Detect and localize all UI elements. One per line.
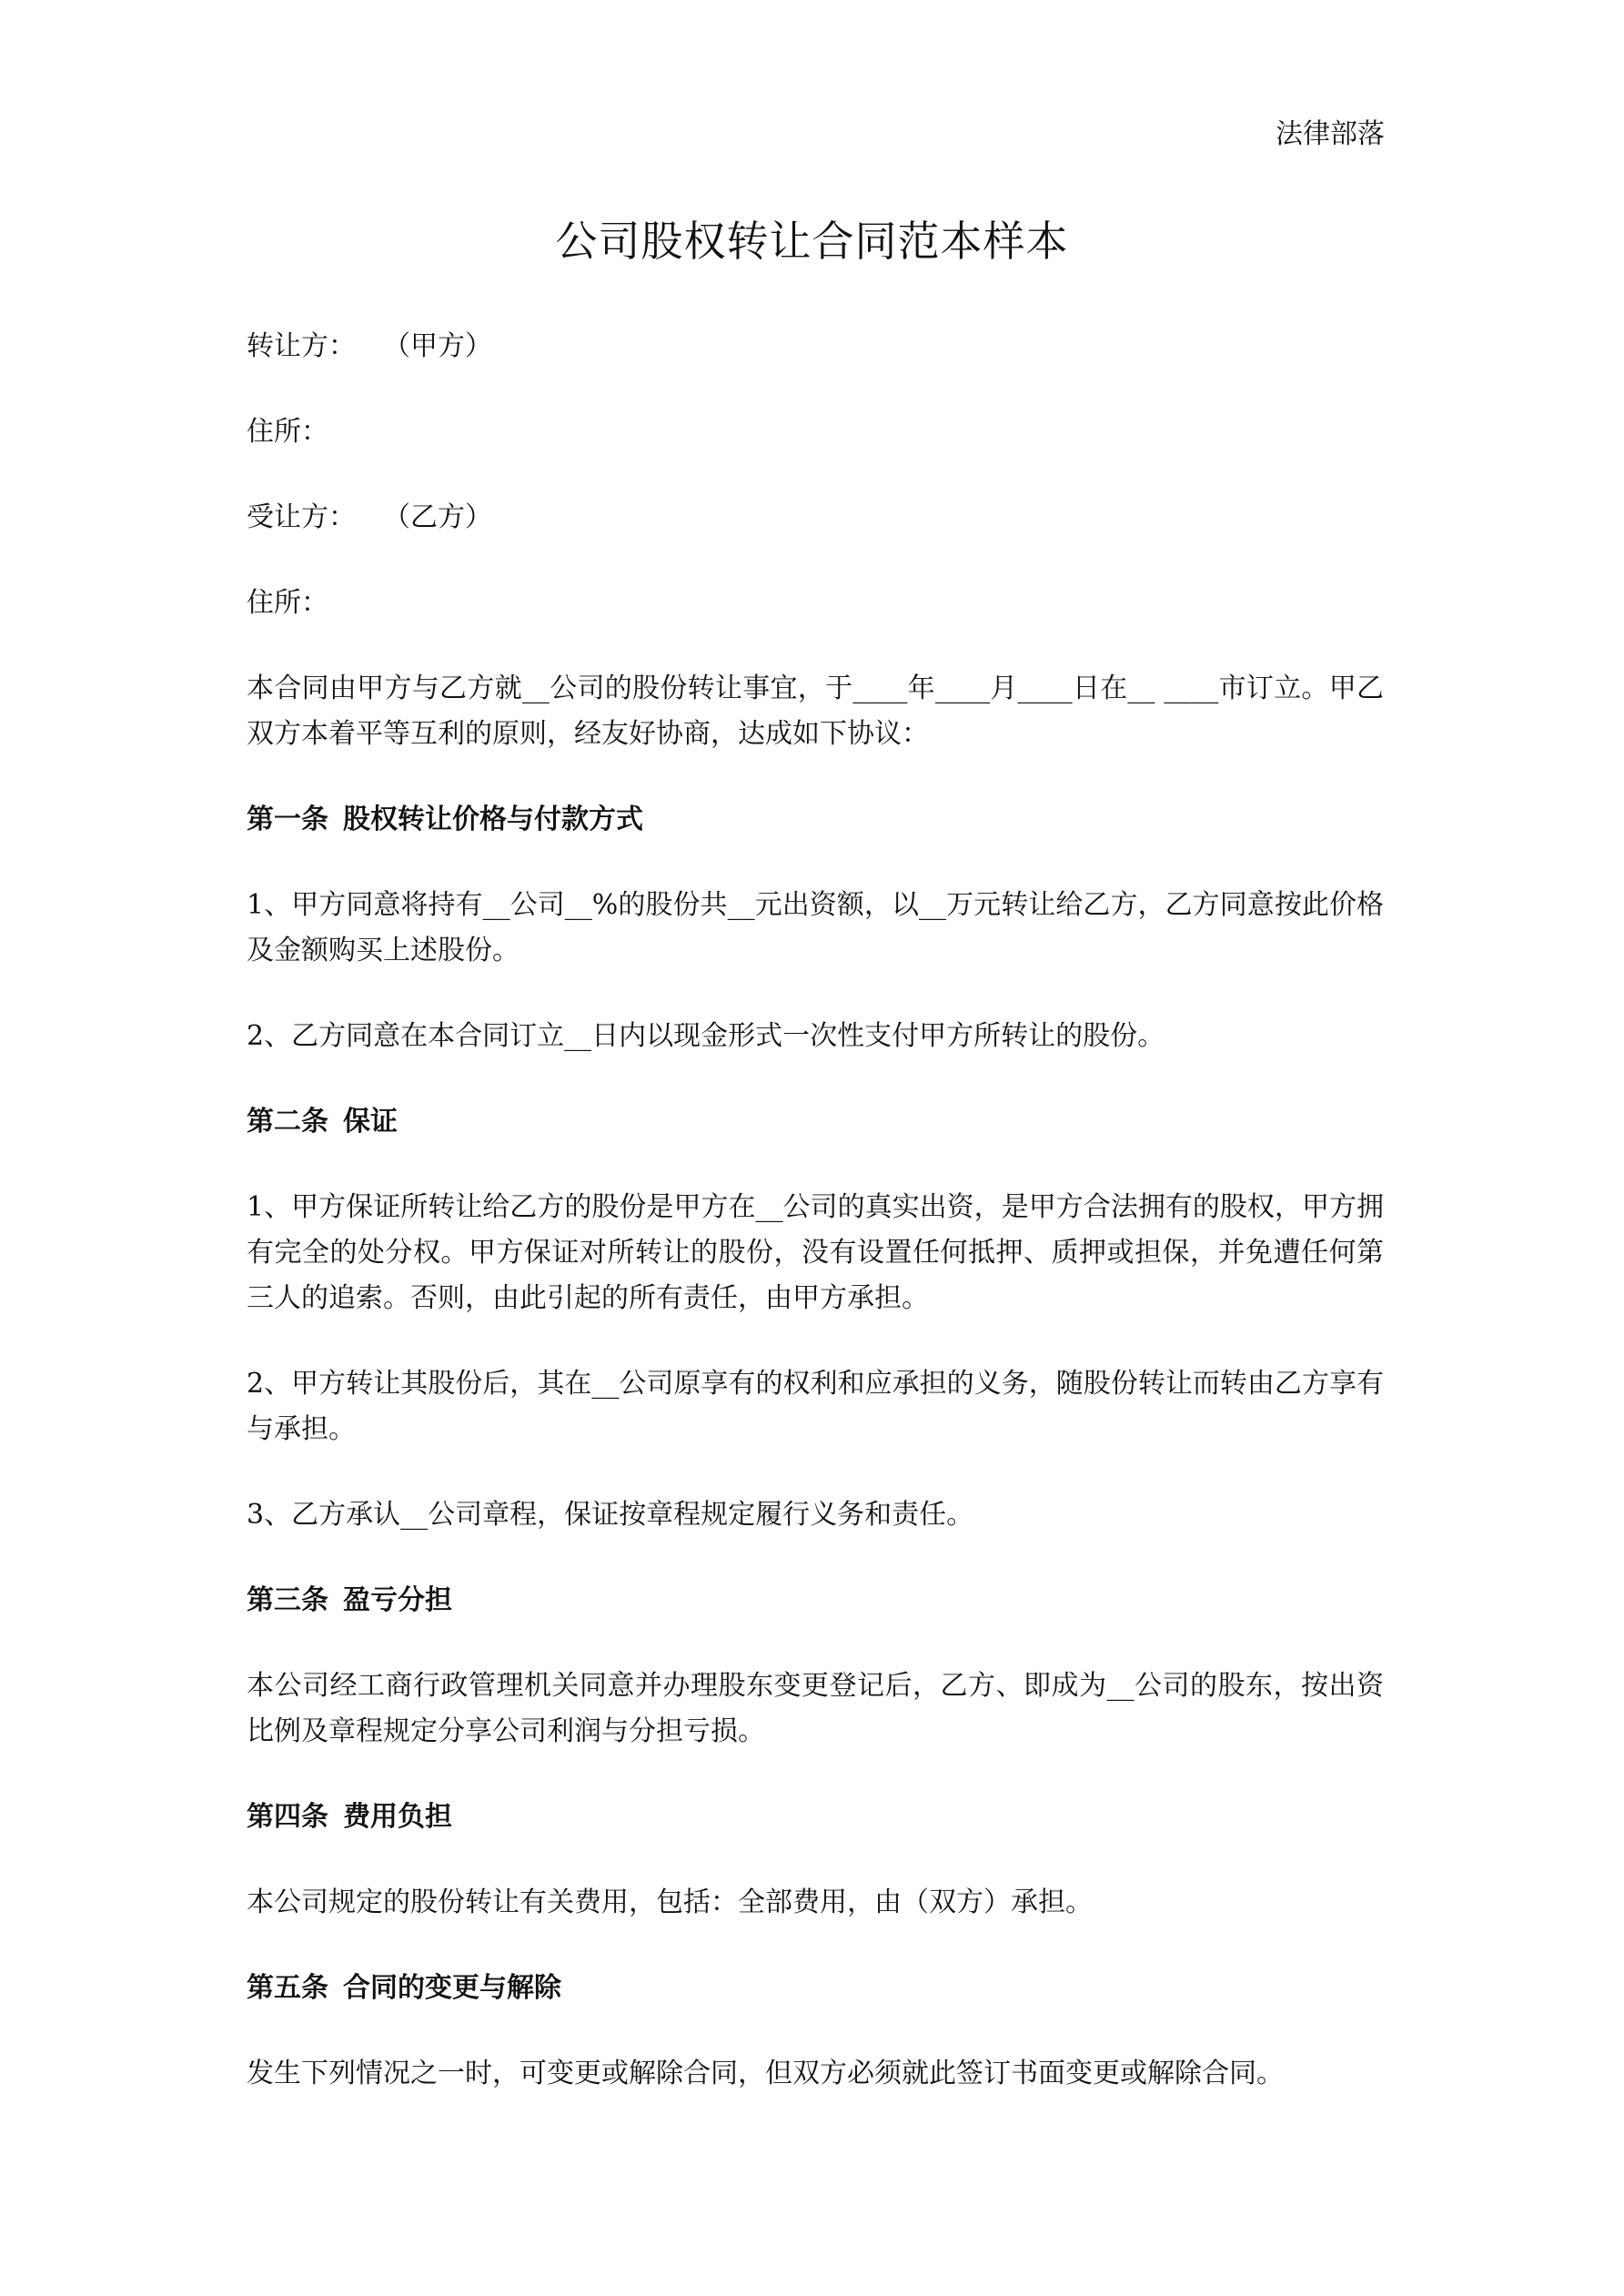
- party-transferee: [247, 495, 1384, 541]
- section-title: 合同的变更与解除: [343, 1972, 561, 2004]
- party-role: （乙方）: [383, 501, 492, 533]
- section-paragraph: 本公司经工商行政管理机关同意并办理股东变更登记后，乙方、即成为__公司的股东，按出资比例及章程规定分享公司利润与分担亏损。: [247, 1670, 1384, 1747]
- section-title: 盈亏分担: [343, 1584, 452, 1616]
- section-heading: [247, 1099, 1384, 1145]
- section-number: 第三条: [247, 1584, 328, 1616]
- header-brand: 法律部落: [1276, 118, 1385, 150]
- party-label: 受让方：: [247, 501, 356, 533]
- section-paragraph: 2、乙方同意在本合同订立__日内以现金形式一次性支付甲方所转让的股份。: [247, 1020, 1165, 1052]
- section-number: 第五条: [247, 1972, 328, 2004]
- document-body: [247, 324, 1384, 2137]
- section-heading: [247, 1578, 1384, 1623]
- section-paragraph: 1、甲方同意将持有__公司__%的股份共__元出资额，以__万元转让给乙方，乙方同意按此价格及金额购买上述股份。: [247, 889, 1384, 966]
- section-paragraph: 1、甲方保证所转让给乙方的股份是甲方在__公司的真实出资，是甲方合法拥有的股权，甲方拥有完全的处分权。甲方保证对所转让的股份，没有设置任何抵押、质押或担保，并免遭任何第三人的追索。否则，由此引起的所有责任，由甲方承担。: [247, 1191, 1384, 1314]
- section-paragraph: 2、甲方转让其股份后，其在__公司原享有的权利和应承担的义务，随股份转让而转由乙方享有与承担。: [247, 1368, 1384, 1445]
- party-label: 住所：: [247, 416, 328, 448]
- section-heading: [247, 1795, 1384, 1840]
- section-title: 股权转让价格与付款方式: [343, 804, 643, 835]
- section-paragraph: 本公司规定的股份转让有关费用，包括：全部费用，由（双方）承担。: [247, 1886, 1093, 1918]
- section-number: 第四条: [247, 1801, 328, 1833]
- party-label: 转让方：: [247, 330, 356, 362]
- party-transferor: [247, 324, 1384, 369]
- section-number: 第二条: [247, 1106, 328, 1138]
- party-transferor-address: [247, 410, 1384, 455]
- party-transferee-address: [247, 581, 1384, 626]
- section-title: 保证: [343, 1106, 398, 1138]
- section-title: 费用负担: [343, 1801, 452, 1833]
- section-paragraph: 发生下列情况之一时，可变更或解除合同，但双方必须就此签订书面变更或解除合同。: [247, 2058, 1284, 2089]
- section-heading: [247, 797, 1384, 843]
- section-number: 第一条: [247, 804, 328, 835]
- party-role: （甲方）: [383, 330, 492, 362]
- party-label: 住所：: [247, 587, 328, 619]
- section-heading: [247, 1966, 1384, 2011]
- section-paragraph: 3、乙方承认__公司章程，保证按章程规定履行义务和责任。: [247, 1499, 974, 1531]
- page-title: 公司股权转让合同范本样本: [555, 217, 1069, 266]
- intro-paragraph: 本合同由甲方与乙方就__公司的股份转让事宜，于____年____月____日在__ ____市订立。甲乙双方本着平等互利的原则，经友好协商，达成如下协议：: [247, 673, 1384, 750]
